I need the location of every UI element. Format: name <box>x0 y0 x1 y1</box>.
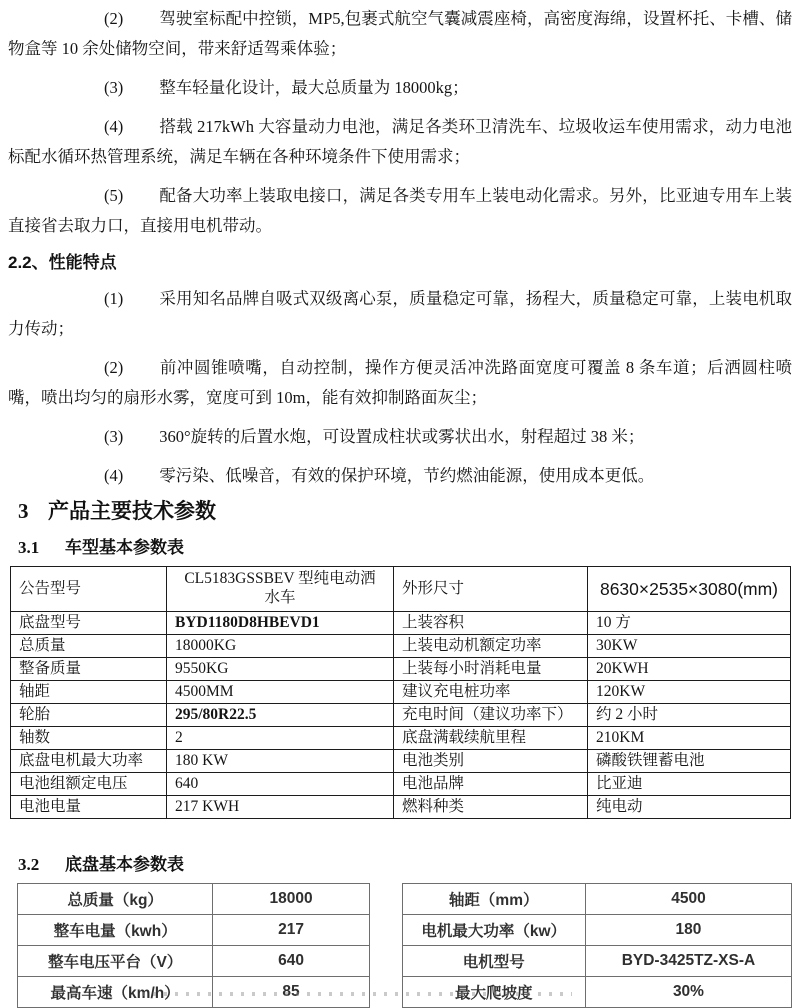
table-row <box>11 681 791 704</box>
vehicle-parameters-table <box>10 566 791 819</box>
section-number: 3.1 <box>18 538 40 557</box>
param-value: 20KWH <box>588 658 791 681</box>
paragraph-text: 整车轻量化设计，最大总质量为 18000kg； <box>159 78 469 97</box>
paragraph-text: 采用知名品牌自吸式双级离心泵，质量稳定可靠，扬程大，质量稳定可靠，上装电机取力传动； <box>8 289 792 338</box>
table-row <box>402 884 791 915</box>
section-2-2-heading: 2.2、性能特点 <box>8 253 117 272</box>
section-title: 底盘基本参数表 <box>65 855 184 874</box>
param-label: 轴数 <box>11 727 167 750</box>
param-value: 纯电动 <box>588 796 791 819</box>
performance-paragraph-3 <box>8 422 792 452</box>
param-label: 电池类别 <box>394 750 588 773</box>
param-value: CL5183GSSBEV 型纯电动洒水车 <box>167 567 394 612</box>
param-value: 2 <box>167 727 394 750</box>
param-label: 最大爬坡度 <box>402 977 585 1008</box>
section-number: 3 <box>18 499 29 523</box>
table-row <box>18 884 370 915</box>
paragraph-text: 360°旋转的后置水炮，可设置成柱状或雾状出水，射程超过 38 米； <box>159 427 645 446</box>
section-title: 产品主要技术参数 <box>48 500 216 523</box>
param-label: 最高车速（km/h） <box>18 977 213 1008</box>
paragraph-text: 驾驶室标配中控锁，MP5,包裹式航空气囊减震座椅，高密度海绵，设置杯托、卡槽、储物盒等 10 余处储物空间，带来舒适驾乘体验； <box>8 9 792 58</box>
table-row <box>11 612 791 635</box>
chassis-table-left <box>17 883 370 1008</box>
param-value: BYD1180D8HBEVD1 <box>167 612 394 635</box>
param-value: 18000KG <box>167 635 394 658</box>
cutoff-text-remnant <box>142 992 572 996</box>
paragraph-number: (5) <box>104 186 124 205</box>
param-value: 85 <box>213 977 370 1008</box>
param-value: 9550KG <box>167 658 394 681</box>
performance-paragraph-2 <box>8 353 792 413</box>
param-value: 295/80R22.5 <box>167 704 394 727</box>
param-value: 4500 <box>585 884 791 915</box>
param-value: 4500MM <box>167 681 394 704</box>
param-label: 轮胎 <box>11 704 167 727</box>
param-label: 上装容积 <box>394 612 588 635</box>
section-3-2-heading <box>18 853 792 877</box>
table-row <box>11 750 791 773</box>
param-label: 底盘满载续航里程 <box>394 727 588 750</box>
section-title: 车型基本参数表 <box>65 538 184 557</box>
table-row <box>11 704 791 727</box>
param-value: 磷酸铁锂蓄电池 <box>588 750 791 773</box>
param-label: 公告型号 <box>11 567 167 612</box>
section-number: 3.2 <box>18 855 40 874</box>
param-value: 8630×2535×3080(mm) <box>588 567 791 612</box>
table-row <box>11 727 791 750</box>
param-value: 30% <box>585 977 791 1008</box>
paragraph-number: (3) <box>104 78 124 97</box>
table-row <box>11 635 791 658</box>
table-row <box>11 796 791 819</box>
table-row <box>18 915 370 946</box>
param-label: 电池电量 <box>11 796 167 819</box>
param-label: 上装电动机额定功率 <box>394 635 588 658</box>
param-label: 电池组额定电压 <box>11 773 167 796</box>
param-value: 640 <box>213 946 370 977</box>
param-label: 轴距（mm） <box>402 884 585 915</box>
param-value: 约 2 小时 <box>588 704 791 727</box>
section-3-1-heading <box>18 536 792 560</box>
param-label: 电池品牌 <box>394 773 588 796</box>
param-value: 640 <box>167 773 394 796</box>
paragraph-number: (3) <box>104 427 124 446</box>
param-value: 18000 <box>213 884 370 915</box>
param-label: 轴距 <box>11 681 167 704</box>
performance-paragraph-1 <box>8 284 792 344</box>
table-row <box>11 658 791 681</box>
param-value: 180 KW <box>167 750 394 773</box>
param-label: 充电时间（建议功率下） <box>394 704 588 727</box>
param-value: 217 <box>213 915 370 946</box>
param-value: 比亚迪 <box>588 773 791 796</box>
param-label: 底盘电机最大功率 <box>11 750 167 773</box>
section-3-heading <box>18 497 792 526</box>
table-row <box>402 915 791 946</box>
paragraph-text: 前冲圆锥喷嘴，自动控制，操作方便灵活冲洗路面宽度可覆盖 8 条车道；后洒圆柱喷嘴，喷出均匀的扇形水雾，宽度可到 10m，能有效抑制路面灰尘； <box>8 358 792 407</box>
param-value: 10 方 <box>588 612 791 635</box>
paragraph-number: (1) <box>104 289 124 308</box>
param-label: 总质量 <box>11 635 167 658</box>
paragraph-text: 零污染、低噪音，有效的保护环境，节约燃油能源，使用成本更低。 <box>159 466 655 485</box>
param-label: 整备质量 <box>11 658 167 681</box>
param-label: 底盘型号 <box>11 612 167 635</box>
param-value: 210KM <box>588 727 791 750</box>
paragraph-text: 搭载 217kWh 大容量动力电池，满足各类环卫清洗车、垃圾收运车使用需求，动力电池标配水循环热管理系统，满足车辆在各种环境条件下使用需求； <box>8 117 792 166</box>
param-value: 120KW <box>588 681 791 704</box>
param-label: 总质量（kg） <box>18 884 213 915</box>
paragraph-number: (4) <box>104 117 124 136</box>
param-label: 燃料种类 <box>394 796 588 819</box>
param-label: 整车电量（kwh） <box>18 915 213 946</box>
param-value: 217 KWH <box>167 796 394 819</box>
performance-paragraph-4 <box>8 461 792 491</box>
param-label: 整车电压平台（V） <box>18 946 213 977</box>
param-label: 上装每小时消耗电量 <box>394 658 588 681</box>
intro-paragraph-2 <box>8 4 792 64</box>
param-label: 电机型号 <box>402 946 585 977</box>
paragraph-text: 配备大功率上装取电接口，满足各类专用车上装电动化需求。另外，比亚迪专用车上装直接省去取力口，直接用电机带动。 <box>8 186 792 235</box>
param-value: BYD-3425TZ-XS-A <box>585 946 791 977</box>
intro-paragraph-3 <box>8 73 792 103</box>
chassis-table-right <box>402 883 792 1008</box>
table-row <box>11 567 791 612</box>
paragraph-number: (4) <box>104 466 124 485</box>
table-row <box>11 773 791 796</box>
param-label: 建议充电桩功率 <box>394 681 588 704</box>
param-value: 180 <box>585 915 791 946</box>
paragraph-number: (2) <box>104 358 124 377</box>
param-label: 电机最大功率（kw） <box>402 915 585 946</box>
chassis-tables <box>17 883 792 1008</box>
table-gap <box>370 883 402 1008</box>
intro-paragraph-4 <box>8 112 792 172</box>
param-label: 外形尺寸 <box>394 567 588 612</box>
table-row <box>18 946 370 977</box>
table-row <box>402 946 791 977</box>
param-value: 30KW <box>588 635 791 658</box>
paragraph-number: (2) <box>104 9 124 28</box>
intro-paragraph-5 <box>8 181 792 241</box>
